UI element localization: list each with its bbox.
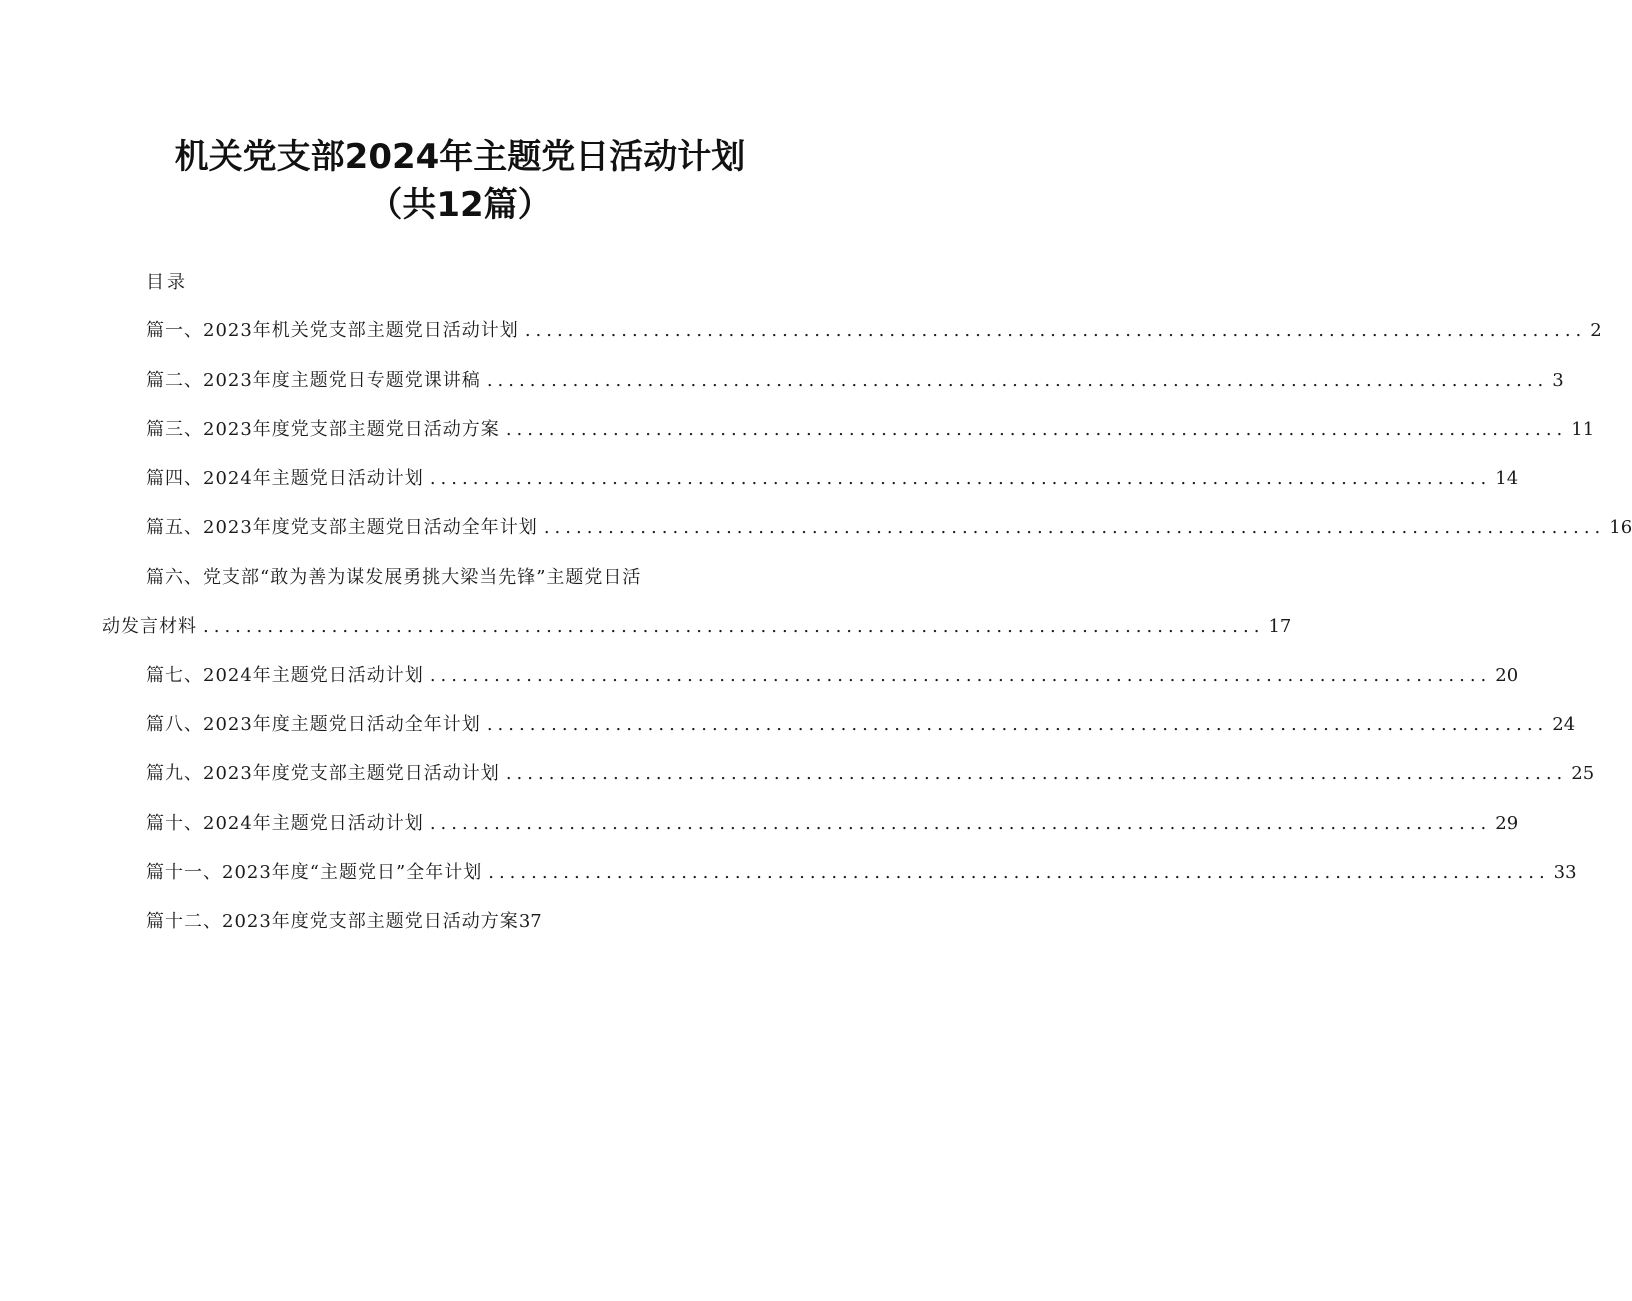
- toc-page-number: 33: [1553, 862, 1577, 883]
- toc-entry-5[interactable]: [146, 515, 1632, 541]
- toc-entry-7[interactable]: [146, 663, 1519, 689]
- toc-page-number: 24: [1552, 714, 1576, 735]
- toc-entry-title: 篇八、2023年度主题党日活动全年计划: [146, 714, 481, 735]
- toc-leader-dots: ...................................................................................................: [429, 813, 1492, 834]
- toc-leader-dots: ...................................................................................................: [505, 763, 1568, 784]
- toc-entry-title: 篇一、2023年机关党支部主题党日活动计划: [146, 320, 519, 341]
- toc-entry-title: 篇七、2024年主题党日活动计划: [146, 665, 424, 686]
- toc-entry-title: 篇三、2023年度党支部主题党日活动方案: [146, 419, 500, 440]
- toc-page-number: 29: [1495, 813, 1519, 834]
- toc-entry-title: 篇十一、2023年度“主题党日”全年计划: [146, 862, 483, 883]
- toc-leader-dots: ...................................................................................................: [505, 419, 1568, 440]
- toc-entry-11[interactable]: [146, 860, 1577, 886]
- toc-entry-6[interactable]: [102, 614, 1292, 640]
- toc-page-number: 3: [1552, 370, 1564, 391]
- toc-leader-dots: ...................................................................................................: [486, 370, 1549, 391]
- toc-page-number: 37: [518, 911, 542, 932]
- toc-page-number: 20: [1495, 665, 1519, 686]
- toc-entry-12[interactable]: [146, 909, 740, 935]
- toc-leader-dots: ...................................................................................................: [543, 517, 1606, 538]
- toc-page-number: 16: [1609, 517, 1632, 538]
- toc-entry-title: 篇十二、2023年度党支部主题党日活动方案: [146, 911, 519, 932]
- toc-entry-title: 篇五、2023年度党支部主题党日活动全年计划: [146, 517, 538, 538]
- toc-page-number: 25: [1571, 763, 1595, 784]
- toc-entry-title: 篇四、2024年主题党日活动计划: [146, 468, 424, 489]
- toc-entry-3[interactable]: [146, 417, 1595, 443]
- toc-heading: 目录: [146, 272, 188, 293]
- toc-entry-title-line2: 动发言材料: [102, 616, 197, 637]
- toc-page-number: 2: [1590, 320, 1602, 341]
- toc-entry-9[interactable]: [146, 761, 1595, 787]
- toc-entry-title: 篇十、2024年主题党日活动计划: [146, 813, 424, 834]
- toc-entry-10[interactable]: [146, 811, 1519, 837]
- toc-entry-1[interactable]: [146, 318, 1602, 344]
- toc-leader-dots: ...................................................................................................: [524, 320, 1587, 341]
- toc-leader-dots: ...................................................................................................: [429, 468, 1492, 489]
- toc-page-number: 11: [1571, 419, 1595, 440]
- toc-leader-dots: ...................................................................................................: [203, 616, 1265, 637]
- toc-leader-dots: ...................................................................................................: [429, 665, 1492, 686]
- toc-page-number: 14: [1495, 468, 1519, 489]
- toc-entry-8[interactable]: [146, 712, 1576, 738]
- toc-page-number: 17: [1268, 616, 1292, 637]
- toc-entry-6-title-line1[interactable]: 篇六、党支部“敢为善为谋发展勇挑大梁当先锋”主题党日活: [146, 567, 642, 588]
- toc-leader-dots: ...................................................................................................: [488, 862, 1550, 883]
- toc-leader-dots: ...................................................................................................: [486, 714, 1549, 735]
- document-title: 机关党支部2024年主题党日活动计划（共12篇）: [174, 137, 746, 225]
- toc-entry-title: 篇九、2023年度党支部主题党日活动计划: [146, 763, 500, 784]
- toc-entry-2[interactable]: [146, 368, 1564, 394]
- toc-entry-title: 篇二、2023年度主题党日专题党课讲稿: [146, 370, 481, 391]
- toc-entry-4[interactable]: [146, 466, 1519, 492]
